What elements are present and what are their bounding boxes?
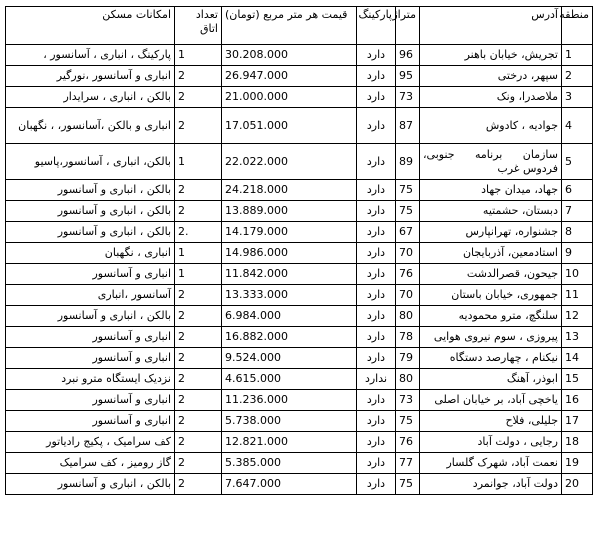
district-cell: 3 [562, 87, 593, 108]
price-cell: 26.947.000 [222, 66, 357, 87]
table-row [6, 432, 593, 453]
amenities-cell: گاز رومیز ، کف سرامیک [6, 453, 175, 474]
area-cell: 73 [396, 390, 420, 411]
price-cell: 7.647.000 [222, 474, 357, 495]
area-cell: 80 [396, 306, 420, 327]
district-cell: 19 [562, 453, 593, 474]
amenities-cell: انباری و آسانسور [6, 411, 175, 432]
col-header-address: آدرس [420, 7, 562, 45]
rooms-cell: 2 [175, 432, 222, 453]
col-header-amenities: امکانات مسکن [6, 7, 175, 45]
rooms-cell: 2 [175, 285, 222, 306]
amenities-cell: انباری و آسانسور [6, 348, 175, 369]
price-cell: 14.179.000 [222, 222, 357, 243]
parking-cell: دارد [357, 327, 396, 348]
parking-cell: دارد [357, 45, 396, 66]
price-cell: 6.984.000 [222, 306, 357, 327]
address-cell: پیروزی ، سوم نیروی هوایی [420, 327, 562, 348]
amenities-cell: بالکن ، انباری ، سرایدار [6, 87, 175, 108]
rooms-cell: 2 [175, 369, 222, 390]
area-cell: 79 [396, 348, 420, 369]
area-cell: 75 [396, 474, 420, 495]
area-cell: 80 [396, 369, 420, 390]
area-cell: 96 [396, 45, 420, 66]
price-cell: 21.000.000 [222, 87, 357, 108]
address-cell: سپهر، درختی [420, 66, 562, 87]
area-cell: 76 [396, 264, 420, 285]
address-cell: رجایی ، دولت آباد [420, 432, 562, 453]
table-row [6, 222, 593, 243]
table-row [6, 201, 593, 222]
parking-cell: دارد [357, 306, 396, 327]
district-cell: 9 [562, 243, 593, 264]
district-cell: 4 [562, 108, 593, 144]
price-cell: 5.385.000 [222, 453, 357, 474]
rooms-cell: 2 [175, 474, 222, 495]
rooms-cell: .2 [175, 222, 222, 243]
price-cell: 13.889.000 [222, 201, 357, 222]
amenities-cell: آسانسور ،انباری [6, 285, 175, 306]
parking-cell: دارد [357, 432, 396, 453]
district-cell: 5 [562, 144, 593, 180]
address-cell: ملاصدرا، ونک [420, 87, 562, 108]
address-cell: جوادیه ، کادوش [420, 108, 562, 144]
address-cell: جشنواره، تهرانپارس [420, 222, 562, 243]
parking-cell: دارد [357, 348, 396, 369]
district-cell: 14 [562, 348, 593, 369]
table-row [6, 66, 593, 87]
table-row [6, 45, 593, 66]
amenities-cell: کف سرامیک ، پکیج رادیاتور [6, 432, 175, 453]
rooms-cell: 2 [175, 411, 222, 432]
price-cell: 17.051.000 [222, 108, 357, 144]
address-cell: تجریش، خیابان باهنر [420, 45, 562, 66]
price-cell: 9.524.000 [222, 348, 357, 369]
rooms-cell: 1 [175, 264, 222, 285]
table-row [6, 348, 593, 369]
address-cell: یاخچی آباد، بر خیابان اصلی [420, 390, 562, 411]
address-cell: جلیلی، فلاح [420, 411, 562, 432]
col-header-price: قیمت هر متر مربع (تومان) [222, 7, 357, 45]
address-cell: جیحون، قصرالدشت [420, 264, 562, 285]
header-row [6, 7, 593, 45]
address-cell: جهاد، میدان جهاد [420, 180, 562, 201]
price-cell: 4.615.000 [222, 369, 357, 390]
address-cell: دبستان، حشمتیه [420, 201, 562, 222]
table-row [6, 369, 593, 390]
address-cell: نعمت آباد، شهرک گلسار [420, 453, 562, 474]
district-cell: 11 [562, 285, 593, 306]
rooms-cell: 1 [175, 243, 222, 264]
col-header-area: متراژ [396, 7, 420, 45]
amenities-cell: نزدیک ایستگاه مترو نبرد [6, 369, 175, 390]
rooms-cell: 2 [175, 306, 222, 327]
price-cell: 12.821.000 [222, 432, 357, 453]
district-cell: 12 [562, 306, 593, 327]
address-cell: ابوذر، آهنگ [420, 369, 562, 390]
table-row [6, 108, 593, 144]
parking-cell: دارد [357, 201, 396, 222]
amenities-cell: بالکن ، انباری و آسانسور [6, 222, 175, 243]
amenities-cell: بالکن، انباری ، آسانسور،پاسیو [6, 144, 175, 180]
amenities-cell: انباری و بالکن ،آسانسور، ، نگهبان [6, 108, 175, 144]
area-cell: 75 [396, 201, 420, 222]
district-cell: 17 [562, 411, 593, 432]
parking-cell: دارد [357, 474, 396, 495]
col-header-district: منطقه [562, 7, 593, 45]
amenities-cell: انباری و آسانسور ،نورگیر [6, 66, 175, 87]
address-cell: دولت آباد، جوانمرد [420, 474, 562, 495]
table-row [6, 390, 593, 411]
area-cell: 70 [396, 285, 420, 306]
district-cell: 6 [562, 180, 593, 201]
price-cell: 14.986.000 [222, 243, 357, 264]
area-cell: 70 [396, 243, 420, 264]
table-row [6, 264, 593, 285]
amenities-cell: بالکن ، انباری و آسانسور [6, 306, 175, 327]
address-cell: سازمان برنامه جنوبی، فردوس غرب [420, 144, 562, 180]
parking-cell: دارد [357, 285, 396, 306]
area-cell: 95 [396, 66, 420, 87]
district-cell: 8 [562, 222, 593, 243]
rooms-cell: 2 [175, 66, 222, 87]
address-cell: جمهوری، خیابان باستان [420, 285, 562, 306]
area-cell: 77 [396, 453, 420, 474]
amenities-cell: پارکینگ ، انباری ، آسانسور ، [6, 45, 175, 66]
table-row [6, 144, 593, 180]
parking-cell: دارد [357, 243, 396, 264]
district-cell: 13 [562, 327, 593, 348]
price-cell: 30.208.000 [222, 45, 357, 66]
amenities-cell: انباری و آسانسور [6, 327, 175, 348]
price-cell: 11.236.000 [222, 390, 357, 411]
rooms-cell: 1 [175, 45, 222, 66]
parking-cell: دارد [357, 87, 396, 108]
parking-cell: دارد [357, 180, 396, 201]
rooms-cell: 2 [175, 201, 222, 222]
address-cell: نیکنام ، چهارصد دستگاه [420, 348, 562, 369]
parking-cell: دارد [357, 390, 396, 411]
district-cell: 15 [562, 369, 593, 390]
parking-cell: دارد [357, 144, 396, 180]
table-row [6, 285, 593, 306]
district-cell: 20 [562, 474, 593, 495]
address-cell: سلنگچ، مترو محمودیه [420, 306, 562, 327]
table-row [6, 453, 593, 474]
parking-cell: دارد [357, 66, 396, 87]
parking-cell: دارد [357, 453, 396, 474]
table-row [6, 180, 593, 201]
amenities-cell: انباری ، نگهبان [6, 243, 175, 264]
amenities-cell: انباری و آسانسور [6, 390, 175, 411]
parking-cell: دارد [357, 108, 396, 144]
table-row [6, 474, 593, 495]
address-cell: استادمعین، آذربایجان [420, 243, 562, 264]
district-cell: 16 [562, 390, 593, 411]
amenities-cell: انباری و آسانسور [6, 264, 175, 285]
amenities-cell: بالکن ، انباری و آسانسور [6, 201, 175, 222]
amenities-cell: بالکن ، انباری و آسانسور [6, 180, 175, 201]
district-cell: 10 [562, 264, 593, 285]
area-cell: 75 [396, 411, 420, 432]
table-row [6, 306, 593, 327]
amenities-cell: بالکن ، انباری و آسانسور [6, 474, 175, 495]
area-cell: 73 [396, 87, 420, 108]
district-cell: 7 [562, 201, 593, 222]
rooms-cell: 2 [175, 348, 222, 369]
table-row [6, 87, 593, 108]
rooms-cell: 2 [175, 87, 222, 108]
rooms-cell: 1 [175, 144, 222, 180]
rooms-cell: 2 [175, 108, 222, 144]
price-cell: 22.022.000 [222, 144, 357, 180]
col-header-rooms: تعداد اتاق [175, 7, 222, 45]
price-cell: 5.738.000 [222, 411, 357, 432]
area-cell: 89 [396, 144, 420, 180]
area-cell: 87 [396, 108, 420, 144]
district-cell: 2 [562, 66, 593, 87]
area-cell: 76 [396, 432, 420, 453]
col-header-parking: پارکینگ [357, 7, 396, 45]
housing-table [5, 6, 593, 495]
table-row [6, 243, 593, 264]
parking-cell: ندارد [357, 369, 396, 390]
area-cell: 67 [396, 222, 420, 243]
district-cell: 1 [562, 45, 593, 66]
rooms-cell: 2 [175, 390, 222, 411]
parking-cell: دارد [357, 411, 396, 432]
parking-cell: دارد [357, 264, 396, 285]
area-cell: 78 [396, 327, 420, 348]
table-row [6, 327, 593, 348]
price-cell: 24.218.000 [222, 180, 357, 201]
price-cell: 13.333.000 [222, 285, 357, 306]
rooms-cell: 2 [175, 453, 222, 474]
price-cell: 16.882.000 [222, 327, 357, 348]
table-row [6, 411, 593, 432]
parking-cell: دارد [357, 222, 396, 243]
table-body [6, 45, 593, 495]
rooms-cell: 2 [175, 327, 222, 348]
district-cell: 18 [562, 432, 593, 453]
rooms-cell: 2 [175, 180, 222, 201]
area-cell: 75 [396, 180, 420, 201]
price-cell: 11.842.000 [222, 264, 357, 285]
